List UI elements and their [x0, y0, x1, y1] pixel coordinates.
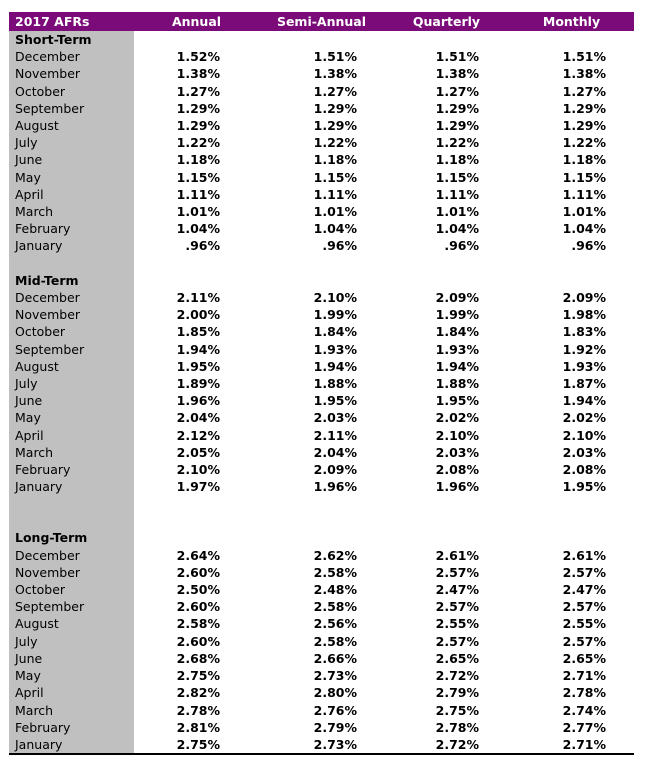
spacer-cell [384, 255, 509, 272]
quarterly-rate: 1.88% [435, 376, 479, 392]
table-row [9, 358, 634, 375]
quarterly-rate: 2.47% [435, 582, 479, 598]
semi-annual-rate: 2.10% [313, 290, 357, 306]
empty-cell [384, 272, 509, 289]
semi-annual-rate: 1.96% [313, 479, 357, 495]
table-row [9, 48, 634, 65]
monthly-rate: 2.57% [562, 599, 606, 615]
annual-rate: 1.04% [176, 221, 220, 237]
empty-cell [259, 272, 384, 289]
month-label: July [9, 134, 134, 151]
monthly-rate: 1.01% [562, 204, 606, 220]
monthly-rate: 1.95% [562, 479, 606, 495]
annual-rate: 1.18% [176, 152, 220, 168]
table-row [9, 444, 634, 461]
monthly-rate: 1.27% [562, 83, 606, 99]
monthly-rate: 1.83% [562, 324, 606, 340]
table-row [9, 461, 634, 478]
column-header-annual: Annual [134, 12, 259, 31]
spacer-cell [509, 495, 634, 529]
annual-rate: 2.58% [176, 616, 220, 632]
column-header-monthly: Monthly [509, 12, 634, 31]
quarterly-rate: 1.01% [435, 204, 479, 220]
monthly-rate: 1.93% [562, 358, 606, 374]
table-row [9, 598, 634, 615]
month-label: March [9, 702, 134, 719]
quarterly-rate: 2.10% [435, 427, 479, 443]
month-label: May [9, 667, 134, 684]
semi-annual-rate: 2.58% [313, 564, 357, 580]
quarterly-rate: 2.72% [384, 736, 509, 754]
table-row [9, 203, 634, 220]
empty-cell [259, 529, 384, 546]
semi-annual-rate: 1.27% [313, 83, 357, 99]
annual-rate: 1.29% [176, 118, 220, 134]
quarterly-rate: 1.11% [435, 186, 479, 202]
month-label: June [9, 151, 134, 168]
quarterly-rate: 1.29% [435, 100, 479, 116]
month-label: September [9, 598, 134, 615]
month-label: April [9, 427, 134, 444]
annual-rate: 1.15% [176, 169, 220, 185]
monthly-rate: 1.04% [562, 221, 606, 237]
annual-rate: 2.75% [176, 668, 220, 684]
month-label: July [9, 633, 134, 650]
table-row [9, 615, 634, 632]
afr-rates-table [9, 12, 634, 755]
annual-rate: 2.11% [176, 290, 220, 306]
semi-annual-rate: 1.95% [313, 393, 357, 409]
annual-rate: .96% [185, 238, 220, 254]
semi-annual-rate: 2.76% [313, 702, 357, 718]
month-label: October [9, 323, 134, 340]
monthly-rate: 2.03% [562, 444, 606, 460]
monthly-rate: 1.38% [562, 66, 606, 82]
annual-rate: 2.68% [176, 650, 220, 666]
month-label: November [9, 65, 134, 82]
quarterly-rate: 2.75% [435, 702, 479, 718]
table-row [9, 684, 634, 701]
monthly-rate: 2.65% [562, 650, 606, 666]
month-label: November [9, 306, 134, 323]
annual-rate: 2.60% [176, 633, 220, 649]
monthly-rate: 2.74% [562, 702, 606, 718]
month-label: January [9, 736, 134, 754]
month-label: May [9, 409, 134, 426]
spacer-cell [259, 255, 384, 272]
monthly-rate: 2.10% [562, 427, 606, 443]
monthly-rate: 1.98% [562, 307, 606, 323]
quarterly-rate: 1.84% [435, 324, 479, 340]
monthly-rate: 2.08% [562, 462, 606, 478]
table-row [9, 375, 634, 392]
empty-cell [384, 31, 509, 48]
table-row [9, 719, 634, 736]
month-label: December [9, 48, 134, 65]
annual-rate: 1.38% [176, 66, 220, 82]
monthly-rate: 1.92% [562, 341, 606, 357]
spacer-label-cell [9, 495, 134, 529]
semi-annual-rate: 1.18% [313, 152, 357, 168]
semi-annual-rate: 2.73% [313, 668, 357, 684]
quarterly-rate: 2.57% [435, 564, 479, 580]
monthly-rate: 2.61% [562, 547, 606, 563]
table-row [9, 237, 634, 254]
month-label: April [9, 684, 134, 701]
section-title: Short-Term [9, 31, 134, 48]
semi-annual-rate: 1.01% [313, 204, 357, 220]
monthly-rate: 2.71% [509, 736, 634, 754]
table-row [9, 151, 634, 168]
monthly-rate: 2.77% [562, 719, 606, 735]
month-label: November [9, 564, 134, 581]
quarterly-rate: 1.95% [435, 393, 479, 409]
semi-annual-rate: 1.88% [313, 376, 357, 392]
semi-annual-rate: 2.09% [313, 462, 357, 478]
table-row [9, 220, 634, 237]
semi-annual-rate: 1.22% [313, 135, 357, 151]
semi-annual-rate: .96% [322, 238, 357, 254]
semi-annual-rate: 1.99% [313, 307, 357, 323]
quarterly-rate: 1.04% [435, 221, 479, 237]
annual-rate: 2.60% [176, 599, 220, 615]
quarterly-rate: 1.18% [435, 152, 479, 168]
month-label: September [9, 341, 134, 358]
section-header-long-term [9, 529, 634, 546]
table-row [9, 289, 634, 306]
month-label: February [9, 461, 134, 478]
table-row [9, 341, 634, 358]
monthly-rate: 1.22% [562, 135, 606, 151]
table-row [9, 409, 634, 426]
quarterly-rate: 1.93% [435, 341, 479, 357]
annual-rate: 2.81% [176, 719, 220, 735]
column-header-semi-annual: Semi-Annual [259, 12, 384, 31]
header-row [9, 12, 634, 31]
monthly-rate: 2.71% [562, 668, 606, 684]
table-row [9, 392, 634, 409]
annual-rate: 1.94% [176, 341, 220, 357]
semi-annual-rate: 2.11% [313, 427, 357, 443]
annual-rate: 2.50% [176, 582, 220, 598]
quarterly-rate: 2.57% [435, 599, 479, 615]
table-row [9, 633, 634, 650]
table-row [9, 650, 634, 667]
month-label: January [9, 478, 134, 495]
quarterly-rate: 1.96% [435, 479, 479, 495]
table-body [9, 31, 634, 754]
semi-annual-rate: 2.48% [313, 582, 357, 598]
spacer-cell [509, 255, 634, 272]
monthly-rate: 1.29% [562, 100, 606, 116]
empty-cell [134, 529, 259, 546]
monthly-rate: 1.51% [562, 49, 606, 65]
spacer-cell [259, 495, 384, 529]
month-label: September [9, 100, 134, 117]
month-label: July [9, 375, 134, 392]
monthly-rate: .96% [571, 238, 606, 254]
annual-rate: 2.04% [176, 410, 220, 426]
semi-annual-rate: 2.03% [313, 410, 357, 426]
quarterly-rate: 1.94% [435, 358, 479, 374]
annual-rate: 1.97% [176, 479, 220, 495]
month-label: August [9, 117, 134, 134]
month-label: March [9, 203, 134, 220]
spacer-cell [134, 495, 259, 529]
quarterly-rate: 1.51% [435, 49, 479, 65]
semi-annual-rate: 2.56% [313, 616, 357, 632]
table-row [9, 478, 634, 495]
quarterly-rate: 2.08% [435, 462, 479, 478]
monthly-rate: 1.29% [562, 118, 606, 134]
table-row [9, 427, 634, 444]
quarterly-rate: 1.15% [435, 169, 479, 185]
monthly-rate: 2.47% [562, 582, 606, 598]
annual-rate: 1.52% [176, 49, 220, 65]
table-header [9, 12, 634, 31]
section-title: Long-Term [9, 529, 134, 546]
quarterly-rate: 2.61% [435, 547, 479, 563]
table-row [9, 702, 634, 719]
quarterly-rate: 1.99% [435, 307, 479, 323]
table-row [9, 306, 634, 323]
monthly-rate: 1.94% [562, 393, 606, 409]
annual-rate: 2.60% [176, 564, 220, 580]
quarterly-rate: 2.78% [435, 719, 479, 735]
month-label: April [9, 186, 134, 203]
semi-annual-rate: 2.80% [313, 685, 357, 701]
annual-rate: 1.85% [176, 324, 220, 340]
annual-rate: 1.11% [176, 186, 220, 202]
semi-annual-rate: 1.93% [313, 341, 357, 357]
semi-annual-rate: 1.94% [313, 358, 357, 374]
month-label: March [9, 444, 134, 461]
quarterly-rate: 2.02% [435, 410, 479, 426]
annual-rate: 2.12% [176, 427, 220, 443]
spacer-cell [134, 255, 259, 272]
semi-annual-rate: 1.15% [313, 169, 357, 185]
annual-rate: 1.29% [176, 100, 220, 116]
month-label: August [9, 615, 134, 632]
semi-annual-rate: 1.38% [313, 66, 357, 82]
empty-cell [509, 272, 634, 289]
month-label: August [9, 358, 134, 375]
section-header-short-term [9, 31, 634, 48]
monthly-rate: 2.02% [562, 410, 606, 426]
table-row [9, 323, 634, 340]
empty-cell [509, 529, 634, 546]
quarterly-rate: 1.38% [435, 66, 479, 82]
table-row [9, 547, 634, 564]
annual-rate: 2.64% [176, 547, 220, 563]
annual-rate: 2.10% [176, 462, 220, 478]
annual-rate: 2.75% [134, 736, 259, 754]
annual-rate: 2.82% [176, 685, 220, 701]
table-row [9, 186, 634, 203]
table-row [9, 667, 634, 684]
month-label: February [9, 220, 134, 237]
semi-annual-rate: 2.79% [313, 719, 357, 735]
monthly-rate: 2.57% [562, 633, 606, 649]
monthly-rate: 1.18% [562, 152, 606, 168]
quarterly-rate: 1.29% [435, 118, 479, 134]
semi-annual-rate: 1.84% [313, 324, 357, 340]
table-row [9, 581, 634, 598]
month-label: June [9, 650, 134, 667]
section-header-mid-term [9, 272, 634, 289]
semi-annual-rate: 2.66% [313, 650, 357, 666]
section-title: Mid-Term [9, 272, 134, 289]
table-row [9, 83, 634, 100]
annual-rate: 1.01% [176, 204, 220, 220]
annual-rate: 2.05% [176, 444, 220, 460]
quarterly-rate: 2.03% [435, 444, 479, 460]
month-label: October [9, 581, 134, 598]
semi-annual-rate: 1.11% [313, 186, 357, 202]
annual-rate: 1.89% [176, 376, 220, 392]
monthly-rate: 2.09% [562, 290, 606, 306]
month-label: October [9, 83, 134, 100]
table-row [9, 117, 634, 134]
section-spacer [9, 495, 634, 529]
quarterly-rate: 1.22% [435, 135, 479, 151]
month-label: December [9, 289, 134, 306]
table-row [9, 169, 634, 186]
column-header-quarterly: Quarterly [384, 12, 509, 31]
month-label: February [9, 719, 134, 736]
quarterly-rate: 2.65% [435, 650, 479, 666]
semi-annual-rate: 1.29% [313, 118, 357, 134]
quarterly-rate: 2.55% [435, 616, 479, 632]
annual-rate: 2.78% [176, 702, 220, 718]
table-row [9, 736, 634, 754]
annual-rate: 1.22% [176, 135, 220, 151]
annual-rate: 1.96% [176, 393, 220, 409]
empty-cell [259, 31, 384, 48]
table-title: 2017 AFRs [9, 12, 134, 31]
table-row [9, 65, 634, 82]
table-row [9, 100, 634, 117]
month-label: May [9, 169, 134, 186]
quarterly-rate: 1.27% [435, 83, 479, 99]
monthly-rate: 2.55% [562, 616, 606, 632]
empty-cell [134, 31, 259, 48]
monthly-rate: 1.11% [562, 186, 606, 202]
semi-annual-rate: 1.04% [313, 221, 357, 237]
semi-annual-rate: 2.73% [259, 736, 384, 754]
month-label: June [9, 392, 134, 409]
monthly-rate: 1.87% [562, 376, 606, 392]
semi-annual-rate: 2.62% [313, 547, 357, 563]
semi-annual-rate: 1.29% [313, 100, 357, 116]
table-row [9, 564, 634, 581]
annual-rate: 2.00% [176, 307, 220, 323]
semi-annual-rate: 2.58% [313, 599, 357, 615]
semi-annual-rate: 2.58% [313, 633, 357, 649]
spacer-label-cell [9, 255, 134, 272]
month-label: December [9, 547, 134, 564]
month-label: January [9, 237, 134, 254]
semi-annual-rate: 1.51% [313, 49, 357, 65]
quarterly-rate: .96% [444, 238, 479, 254]
empty-cell [134, 272, 259, 289]
section-spacer [9, 255, 634, 272]
table-row [9, 134, 634, 151]
empty-cell [509, 31, 634, 48]
monthly-rate: 2.78% [562, 685, 606, 701]
quarterly-rate: 2.09% [435, 290, 479, 306]
semi-annual-rate: 2.04% [313, 444, 357, 460]
quarterly-rate: 2.79% [435, 685, 479, 701]
quarterly-rate: 2.57% [435, 633, 479, 649]
empty-cell [384, 529, 509, 546]
spacer-cell [384, 495, 509, 529]
monthly-rate: 2.57% [562, 564, 606, 580]
annual-rate: 1.27% [176, 83, 220, 99]
annual-rate: 1.95% [176, 358, 220, 374]
monthly-rate: 1.15% [562, 169, 606, 185]
quarterly-rate: 2.72% [435, 668, 479, 684]
